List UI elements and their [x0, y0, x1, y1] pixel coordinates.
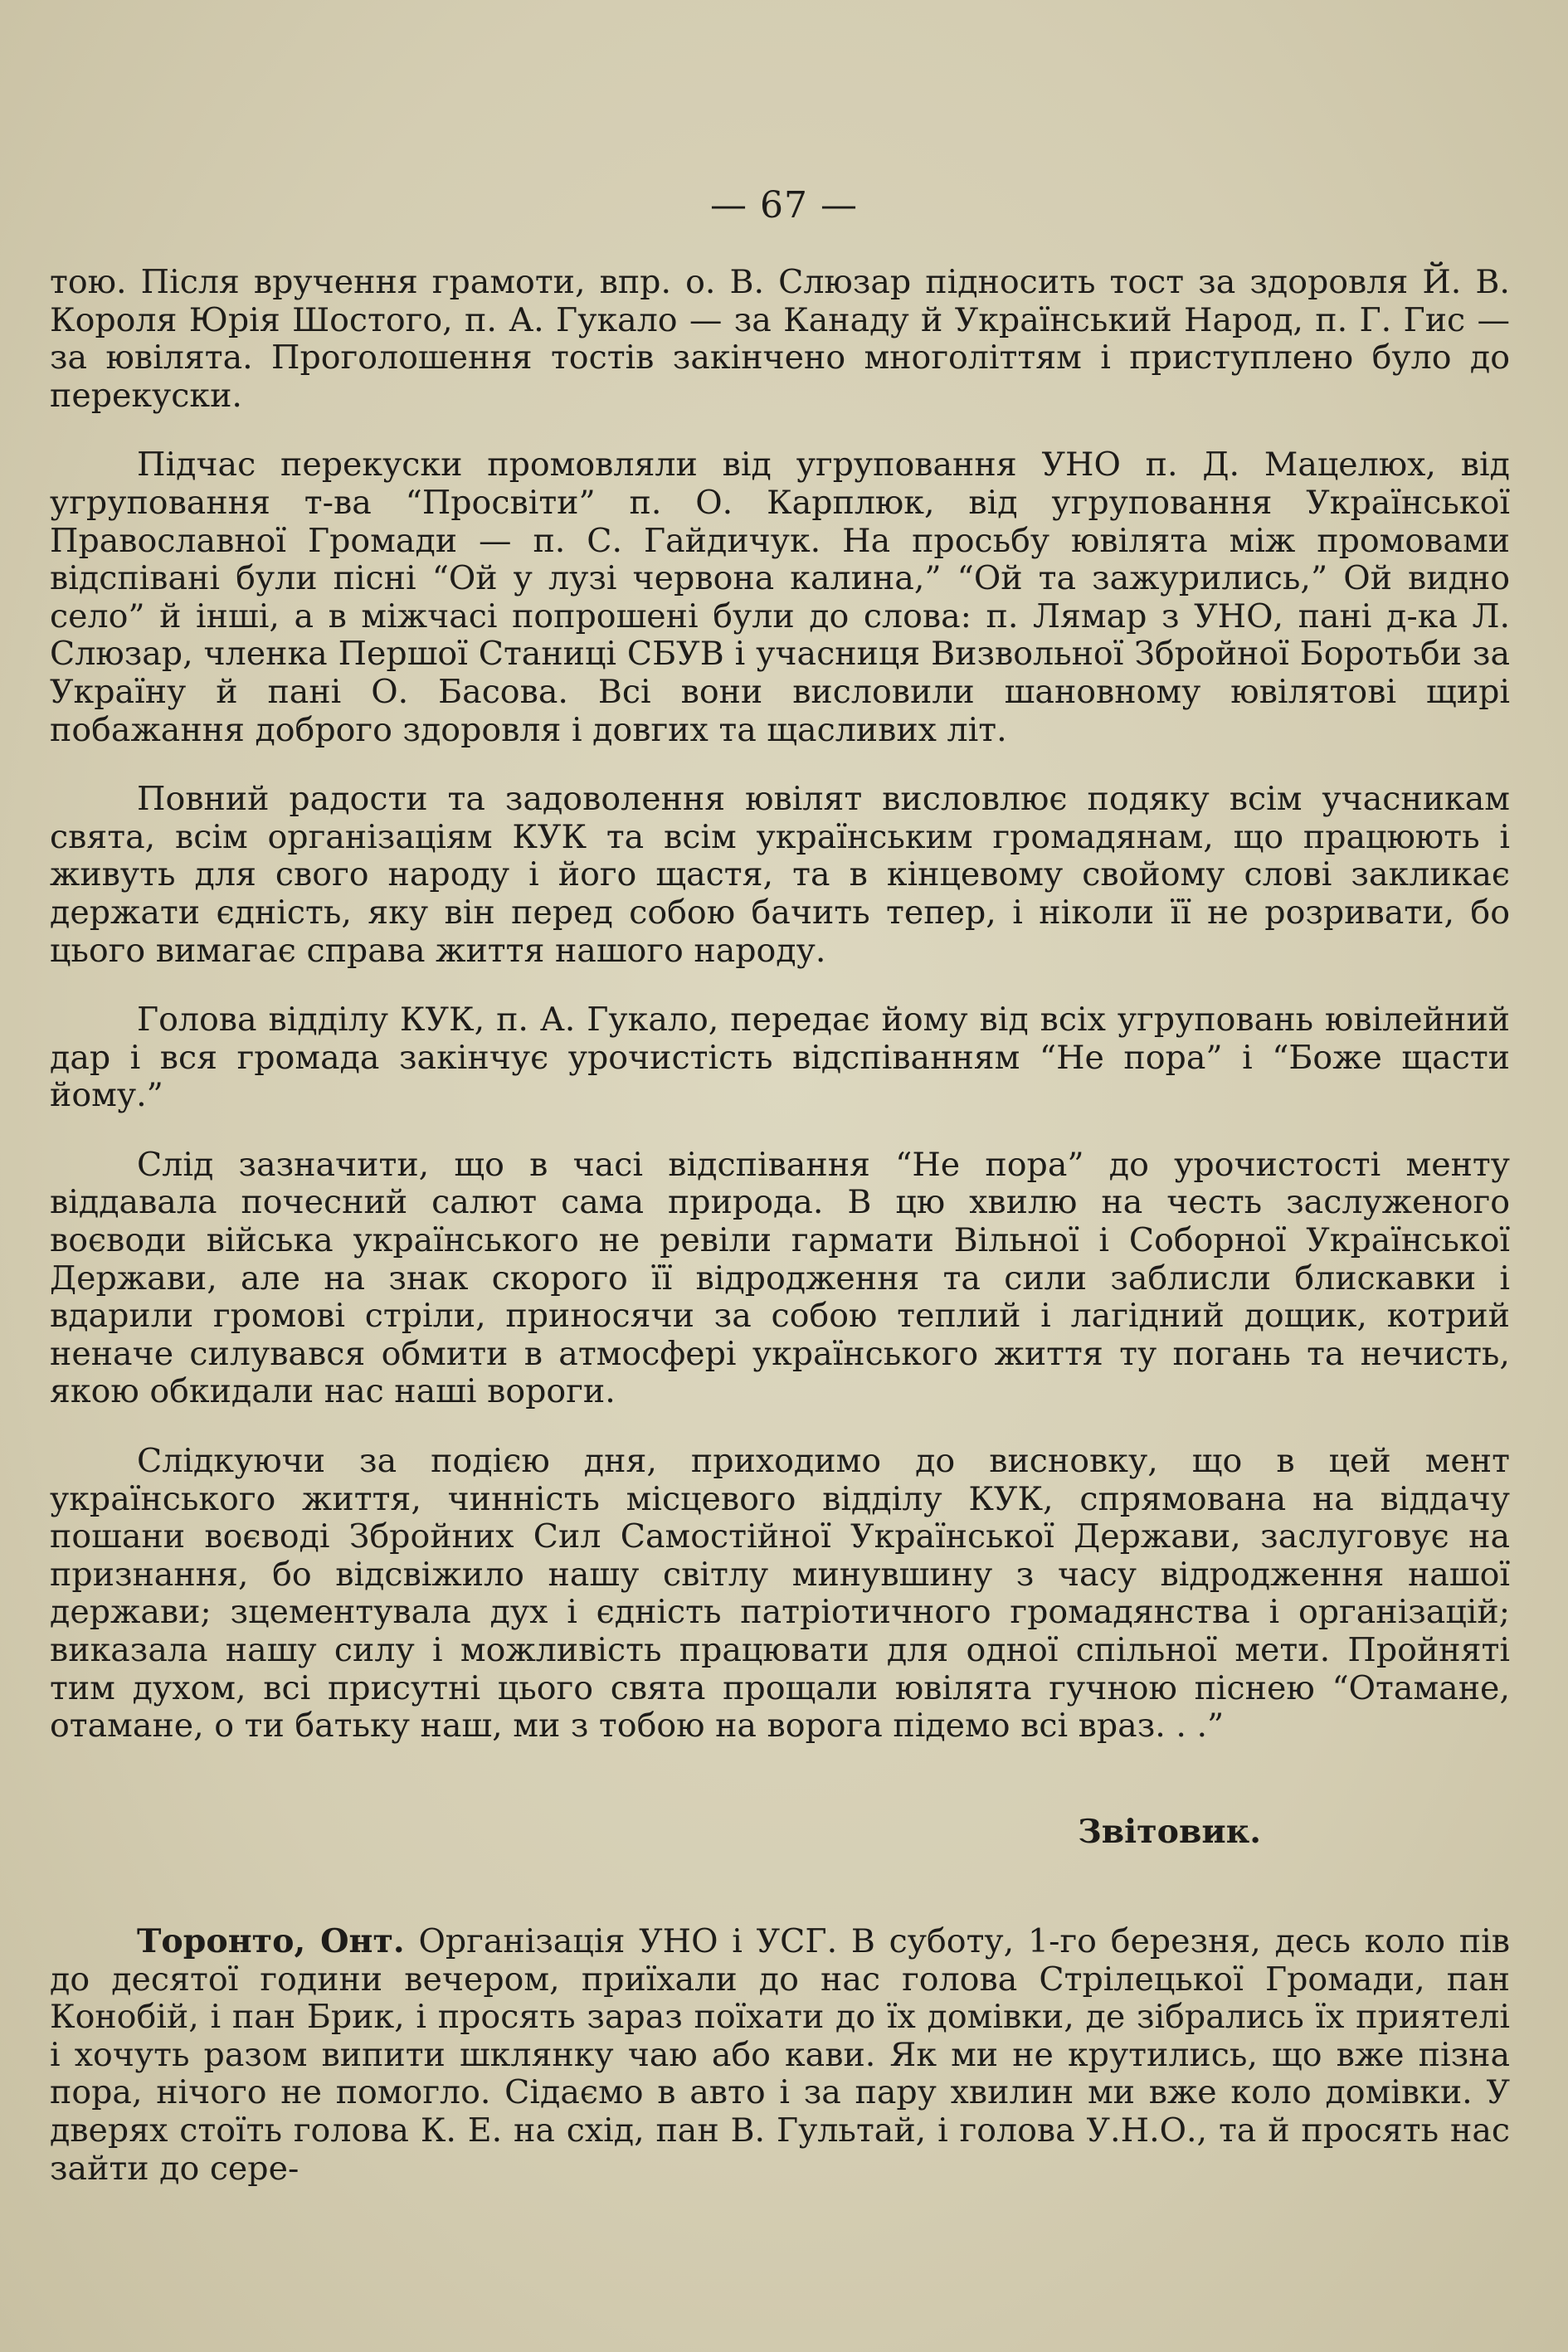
toronto-paragraph: [50, 1923, 1510, 2188]
article-body: [50, 264, 1510, 1746]
toronto-heading: Торонто, Онт.: [137, 1922, 405, 1960]
paragraph-speeches: Підчас перекуски промовляли від угруповання УНО п. Д. Мацелюх, від угруповання т-ва “Просвіти” п. О. Карплюк, від угруповання Української Православної Громади — п. С. Гайдичук. На просьбу ювілята між промовами відспівані були пісні “Ой у лузі червона калина,” “Ой та зажурились,” Ой видно село” й інші, а в міжчасі попрошені були до слова: п. Лямар з УНО, пані д-ка Л. Слюзар, членка Першої Станиці СБУВ і учасниця Визвольної Збройної Боротьби за Україну й пані О. Басова. Всі вони висловили шановному ювілятові щирі побажання доброго здоровля і довгих та щасливих літ.: [50, 446, 1510, 749]
paragraph-gratitude: Повний радости та задоволення ювілят висловлює подяку всім учасникам свята, всім організаціям КУК та всім українським громадянам, що працюють і живуть для свого народу і його щастя, та в кінцевому свойому слові закликає держати єдність, яку він перед собою бачить тепер, і ніколи її не розривати, бо цього вимагає справа життя нашого народу.: [50, 780, 1510, 970]
report-signature: Звітовик.: [1078, 1813, 1261, 1851]
toronto-text: Організація УНО і УСГ. В суботу, 1-го березня, десь коло пів до десятої години вечером, приїхали до нас голова Стрілецької Громади, пан Конобій, і пан Брик, і просять зараз поїхати до їх домівки, де зібрались їх приятелі і хочуть разом випити шклянку чаю або кави. Як ми не крутились, що вже пізна пора, нічого не помогло. Сідаємо в авто і за пару хвилин ми вже коло домівки. У дверях стоїть голова К. Е. на схід, пан В. Гультай, і голова У.Н.О., та й просять нас зайти до сере-: [50, 1922, 1510, 2188]
paragraph-conclusion: Слідкуючи за подією дня, приходимо до висновку, що в цей мент українського життя, чинність місцевого відділу КУК, спрямована на віддачу пошани воєводі Збройних Сил Самостійної Української Держави, заслуговує на признання, бо відсвіжило нашу світлу минувшину з часу відродження нашої держави; зцементувала дух і єдність патріотичного громадянства і організацій; виказала нашу силу і можливість працювати для одної спільної мети. Пройняті тим духом, всі присутні цього свята прощали ювілята гучною піснею “Отамане, отамане, о ти батьку наш, ми з тобою на ворога підемо всі враз. . .”: [50, 1442, 1510, 1746]
paragraph-toast: тою. Після вручення грамоти, впр. о. В. Слюзар підносить тост за здоровля Й. В. Короля Юрія Шостого, п. А. Гукало — за Канаду й Український Народ, п. Г. Гис — за ювілята. Проголошення тостів закінчено многоліттям і приступлено було до перекуски.: [50, 263, 1510, 415]
paragraph-nature-salute: Слід зазначити, що в часі відспівання “Не пора” до урочистості менту віддавала почесний салют сама природа. В цю хвилю на честь заслуженого воєводи війська українського не ревіли гармати Вільної і Соборної Української Держави, але на знак скорого її відродження та сили заблисли блискавки і вдарили громові стріли, приносячи за собою теплий і лагідний дощик, котрий неначе силувався обмити в атмосфері українського життя ту погань та нечисть, якою обкидали нас наші вороги.: [50, 1145, 1510, 1411]
page-number: — 67 —: [710, 184, 858, 226]
toronto-report: [50, 1923, 1510, 2188]
paragraph-gift: Голова відділу КУК, п. А. Гукало, передає йому від всіх угруповань ювілейний дар і вся громада закінчує урочистість відспіванням “Не пора” і “Боже щасти йому.”: [50, 1001, 1510, 1115]
